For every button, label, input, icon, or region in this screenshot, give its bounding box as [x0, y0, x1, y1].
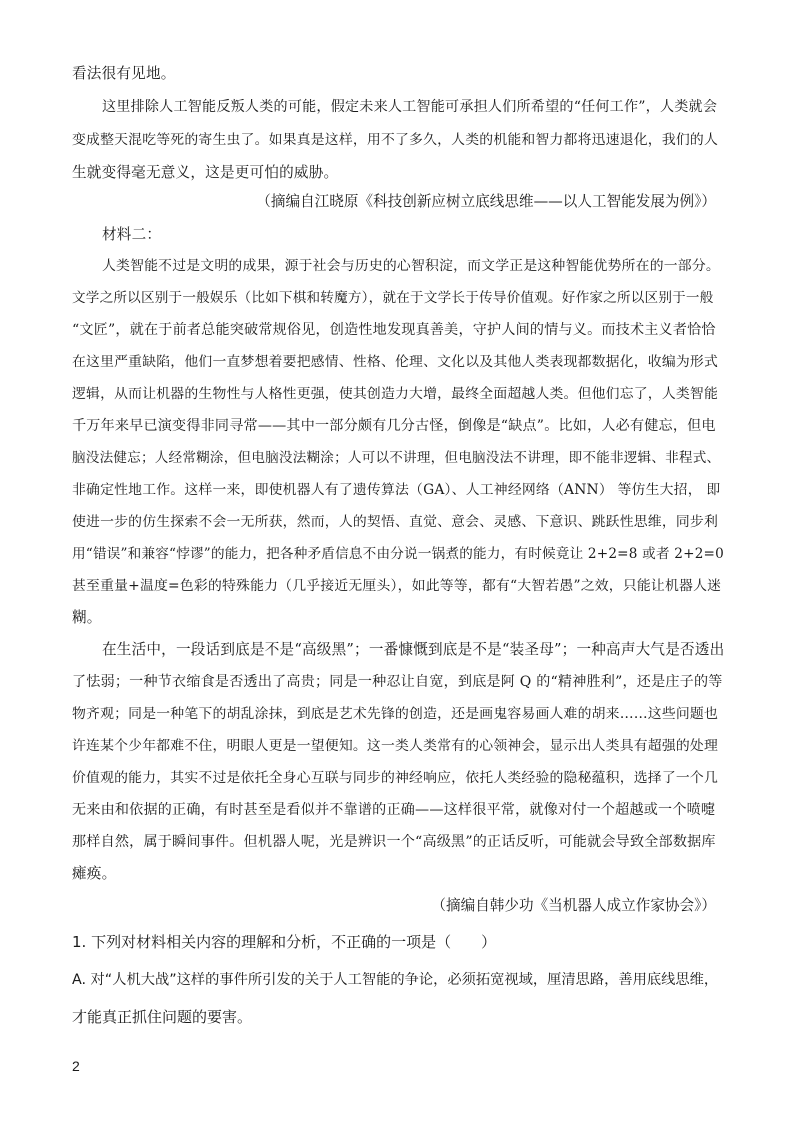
page-number: 2 [72, 1058, 80, 1074]
body-line: 看法很有见地。 [72, 65, 176, 82]
body-line: “文匠”，就在于前者总能突破常规俗见，创造性地发现真善美，守护人间的情与义。而技术主义者恰恰 [72, 322, 716, 338]
option-a-continued: 才能真正抓住问题的要害。 [72, 1008, 253, 1026]
body-line: 使进一步的仿生探索不会一无所获，然而，人的契悟、直觉、意会、灵感、下意识、跳跃性思维，同步利 [72, 514, 719, 530]
body-line: 瘫痪。 [72, 865, 117, 882]
body-line: 价值观的能力，其实不过是依托全身心互联与同步的神经响应，依托人类经验的隐秘蕴积，选择了一个几 [72, 770, 719, 786]
option-a: A. 对“人机大战”这样的事件所引发的关于人工智能的争论，必须拓宽视域，厘清思路，善用底线思维， [72, 972, 719, 988]
body-line: 逻辑，从而让机器的生物性与人格性更强，使其创造力大增，最终全面超越人类。但他们忘了，人类智能 [72, 386, 719, 402]
body-line: 生就变得毫无意义，这是更可怕的威胁。 [72, 164, 339, 181]
body-line: 文学之所以区别于一般娱乐（比如下棋和转魔方），就在于文学长于传导价值观。好作家之所以区别于一般 [72, 290, 714, 306]
body-line: 了怯弱；一种节衣缩食是否透出了高贵；同是一种忍让自宽，到底是阿 Q 的“精神胜利”，还是庄子的等 [72, 674, 723, 690]
body-line: 这里排除人工智能反叛人类的可能，假定未来人工智能可承担人们所希望的“任何工作”，人类就会 [102, 99, 718, 115]
question-stem: 1. 下列对材料相关内容的理解和分析，不正确的一项是（ ） [72, 933, 497, 951]
body-line: 人类智能不过是文明的成果，源于社会与历史的心智积淀，而文学正是这种智能优势所在的一部分。 [102, 258, 720, 274]
body-line: 非确定性地工作。这样一来，即使机器人有了遗传算法（GA）、人工神经网络（ANN） 等仿生大招， 即 [72, 482, 721, 498]
material-label: 材料二： [102, 226, 162, 243]
body-line: 那样自然，属于瞬间事件。但机器人呢，光是辨识一个“高级黑”的正话反听，可能就会导致全部数据库 [72, 834, 716, 850]
body-line: 糊。 [72, 609, 102, 626]
source-citation: （摘编自韩少功《当机器人成立作家协会》） [431, 897, 716, 914]
body-line: 千万年来早已演变得非同寻常——其中一部分颇有几分古怪，倒像是“缺点”。比如，人必有健忘，但电 [72, 418, 716, 434]
source-citation: （摘编自江晓原《科技创新应树立底线思维——以人工智能发展为例》） [256, 193, 716, 210]
body-line: 物齐观；同是一种笔下的胡乱涂抹，到底是艺术先锋的创造，还是画鬼容易画人难的胡来……这些问题也 [72, 706, 719, 722]
body-line: 脑没法健忘；人经常糊涂，但电脑没法糊涂；人可以不讲理，但电脑没法不讲理，即不能非逻辑、非程式、 [72, 450, 721, 466]
body-line: 无来由和依据的正确，有时甚至是看似并不靠谱的正确——这样很平常，就像对付一个超越或一个喷嚏 [72, 802, 716, 818]
body-line: 用“错误”和兼容“悖谬”的能力，把各种矛盾信息不由分说一锅煮的能力，有时候竟让 2+2=8 或者 2+2=0 [72, 546, 724, 562]
body-line: 在生活中，一段话到底是不是“高级黑”；一番慷慨到底是不是“装圣母”；一种高声大气是否透出 [102, 641, 725, 658]
body-line: 变成整天混吃等死的寄生虫了。如果真是这样，用不了多久，人类的机能和智力都将迅速退化，我们的人 [72, 132, 719, 148]
body-line: 在这里严重缺陷，他们一直梦想着要把感情、性格、伦理、文化以及其他人类表现都数据化，收编为形式 [72, 354, 719, 370]
body-line: 甚至重量+温度=色彩的特殊能力（几乎接近无厘头），如此等等，都有“大智若愚”之效，只能让机器人迷 [72, 578, 722, 594]
body-line: 许连某个少年都难不住，明眼人更是一望便知。这一类人类常有的心领神会，显示出人类具有超强的处理 [72, 738, 719, 754]
